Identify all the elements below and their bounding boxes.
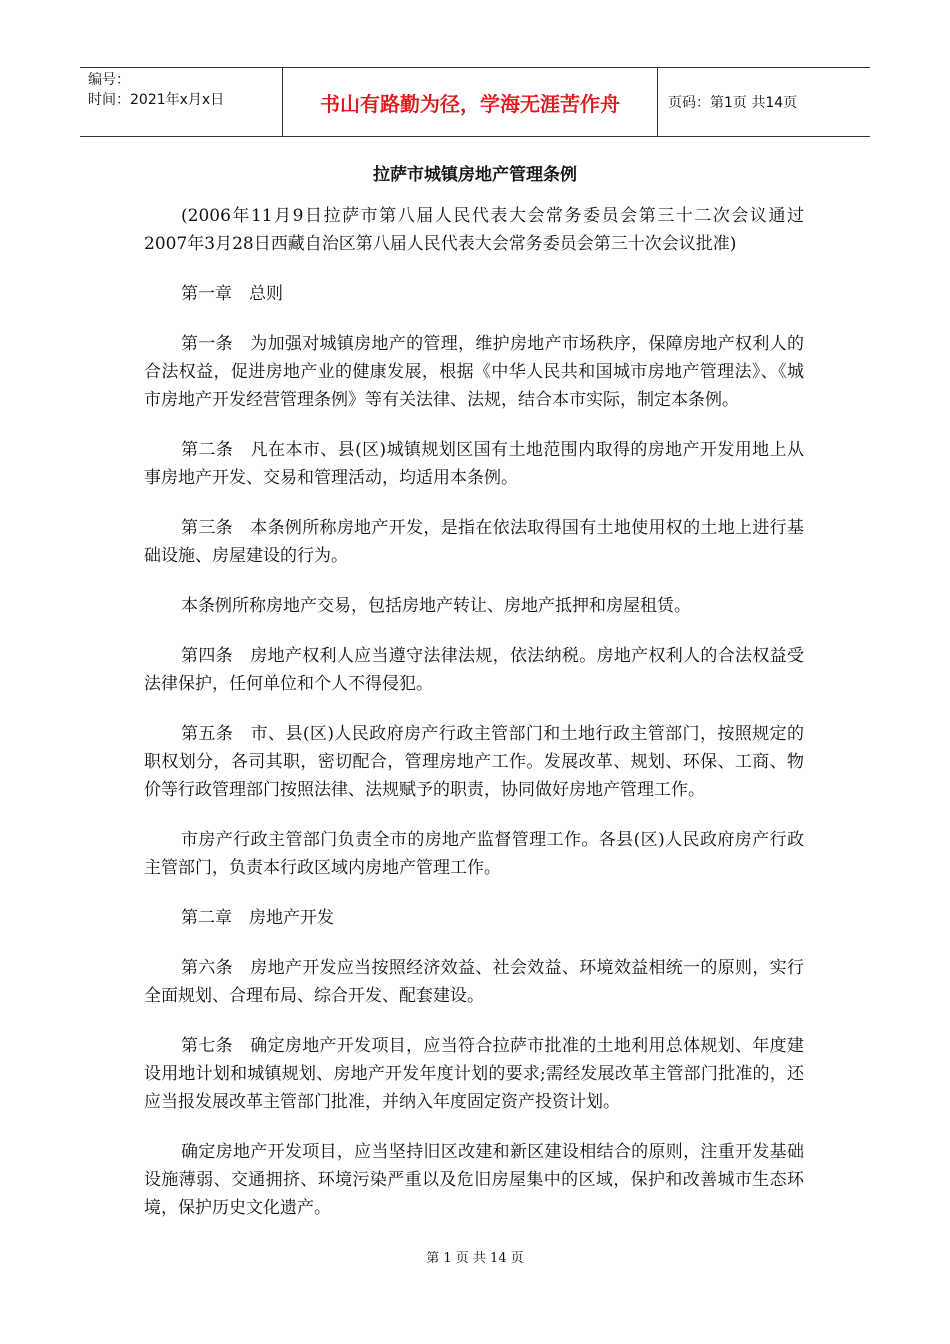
page-footer: 第 1 页 共 14 页 bbox=[426, 1251, 524, 1266]
chapter-heading: 第二章 房地产开发 bbox=[181, 908, 334, 928]
header-motto: 书山有路勤为径，学海无涯苦作舟 bbox=[283, 68, 658, 136]
paragraph: 本条例所称房地产交易，包括房地产转让、房地产抵押和房屋租赁。 bbox=[181, 596, 691, 616]
document-body bbox=[144, 202, 821, 1244]
paragraph: 确定房地产开发项目，应当坚持旧区改建和新区建设相结合的原则，注重开发基础设施薄弱、交通拥挤、环境污染严重以及危旧房屋集中的区域，保护和改善城市生态环境，保护历史文化遗产。 bbox=[144, 1142, 804, 1218]
header-page-info: 页码：第1页 共14页 bbox=[668, 95, 798, 111]
paragraph: 第五条 市、县(区)人民政府房产行政主管部门和土地行政主管部门，按照规定的职权划分，各司其职，密切配合，管理房地产工作。发展改革、规划、环保、工商、物价等行政管理部门按照法律、法规赋予的职责，协同做好房地产管理工作。 bbox=[144, 724, 804, 800]
document-time-label: 时间：2021年x月x日 bbox=[88, 92, 225, 108]
paragraph: 市房产行政主管部门负责全市的房地产监督管理工作。各县(区)人民政府房产行政主管部门，负责本行政区域内房地产管理工作。 bbox=[144, 830, 804, 878]
page-header bbox=[80, 67, 870, 137]
paragraph: 第四条 房地产权利人应当遵守法律法规，依法纳税。房地产权利人的合法权益受法律保护，任何单位和个人不得侵犯。 bbox=[144, 646, 804, 694]
paragraph: (2006年11月9日拉萨市第八届人民代表大会常务委员会第三十二次会议通过 2007年3月28日西藏自治区第八届人民代表大会常务委员会第三十次会议批准) bbox=[144, 206, 821, 254]
document-number-label: 编号： bbox=[88, 72, 130, 88]
paragraph: 第一条 为加强对城镇房地产的管理，维护房地产市场秩序，保障房地产权利人的合法权益，促进房地产业的健康发展，根据《中华人民共和国城市房地产管理法》、《城市房地产开发经营管理条例》等有关法律、法规，结合本市实际，制定本条例。 bbox=[144, 334, 804, 410]
paragraph: 第六条 房地产开发应当按照经济效益、社会效益、环境效益相统一的原则，实行全面规划、合理布局、综合开发、配套建设。 bbox=[144, 958, 804, 1006]
header-meta bbox=[80, 68, 283, 136]
chapter-heading: 第一章 总则 bbox=[181, 284, 283, 304]
paragraph: 第七条 确定房地产开发项目，应当符合拉萨市批准的土地利用总体规划、年度建设用地计划和城镇规划、房地产开发年度计划的要求;需经发展改革主管部门批准的，还应当报发展改革主管部门批准，并纳入年度固定资产投资计划。 bbox=[144, 1036, 804, 1112]
paragraph: 第三条 本条例所称房地产开发，是指在依法取得国有土地使用权的土地上进行基础设施、房屋建设的行为。 bbox=[144, 518, 804, 566]
paragraph: 第二条 凡在本市、县(区)城镇规划区国有土地范围内取得的房地产开发用地上从事房地产开发、交易和管理活动，均适用本条例。 bbox=[144, 440, 804, 488]
document-title: 拉萨市城镇房地产管理条例 bbox=[373, 165, 577, 185]
